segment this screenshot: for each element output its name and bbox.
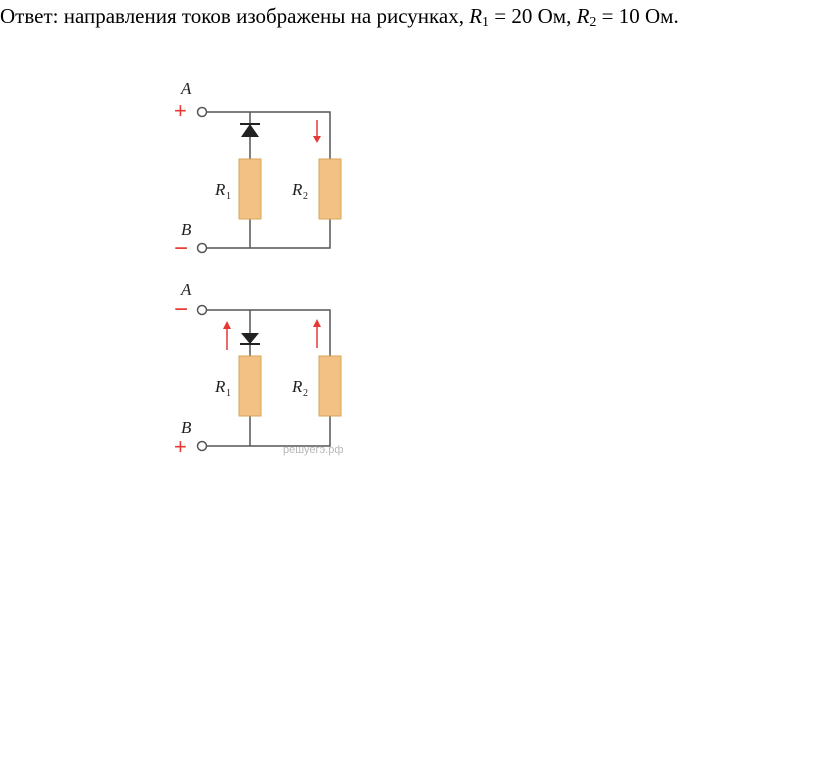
r2-label: R [292, 377, 303, 396]
circuit-diagram-top [165, 80, 365, 260]
r2-value: = 10 Ом. [596, 4, 679, 28]
r2-label: R [292, 180, 303, 199]
current-arrow-up-icon [223, 321, 231, 329]
resistor-r2 [319, 159, 341, 219]
resistor-r1 [239, 356, 261, 416]
terminal-b-label: B [181, 220, 192, 239]
terminal-a-circle [198, 108, 207, 117]
diode-icon [241, 124, 259, 137]
terminal-a-sign: + [174, 98, 187, 123]
r1-index: 1 [482, 15, 490, 30]
terminal-b-sign: − [174, 235, 189, 260]
r1-value: = 20 Ом, [489, 4, 577, 28]
watermark: решуегэ.рф [283, 444, 344, 456]
current-arrow-down-icon [313, 136, 321, 143]
r2-sub: 2 [303, 388, 308, 399]
terminal-b-sign: + [174, 434, 187, 458]
circuit-top-svg [165, 80, 365, 260]
terminal-a-circle [198, 306, 207, 315]
answer-prefix: Ответ: направления токов изображены на рисунках, [0, 4, 470, 28]
r1-label: R [215, 377, 226, 396]
circuit-diagram-bottom [165, 278, 365, 458]
diode-icon [241, 333, 259, 344]
circuit-bottom-svg [165, 278, 365, 458]
r1-sub: 1 [226, 191, 231, 202]
resistor-r2 [319, 356, 341, 416]
terminal-b-circle [198, 442, 207, 451]
terminal-a-sign: − [174, 296, 189, 323]
terminal-b-label: B [181, 418, 192, 437]
r2-sub: 2 [303, 191, 308, 202]
r1-label: R [215, 180, 226, 199]
current-arrow-up-icon [313, 319, 321, 327]
terminal-b-circle [198, 244, 207, 253]
r2-index: 2 [589, 15, 597, 30]
r1-sub: 1 [226, 388, 231, 399]
answer-text [0, 3, 679, 29]
terminal-a-label: A [181, 280, 192, 299]
r2-symbol: R [576, 4, 590, 28]
r1-symbol: R [469, 4, 483, 28]
terminal-a-label: A [181, 80, 192, 98]
resistor-r1 [239, 159, 261, 219]
